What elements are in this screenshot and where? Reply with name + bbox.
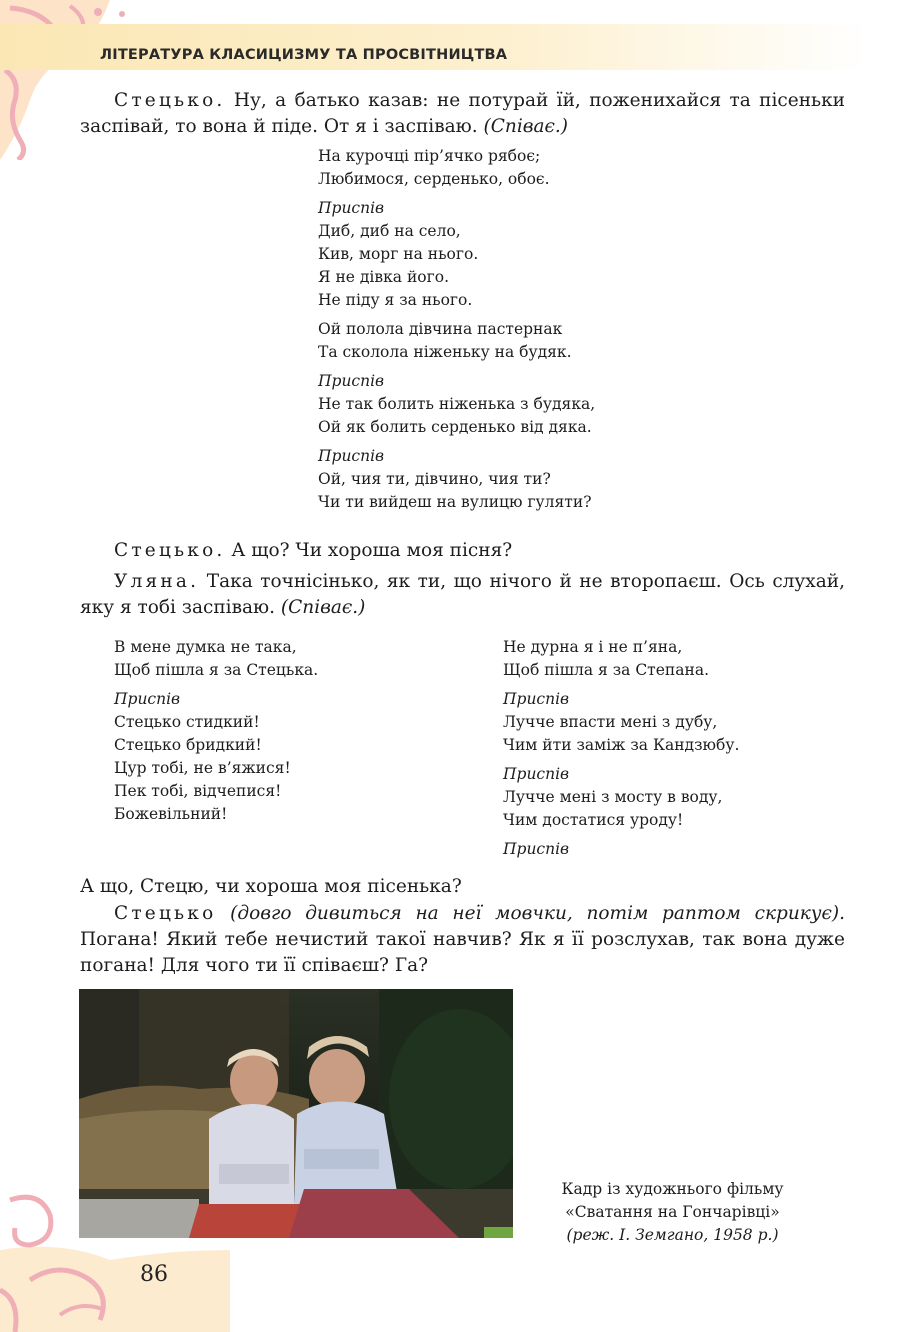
photo-caption [530, 1178, 815, 1247]
page-number: 86 [140, 1262, 168, 1287]
verse-line: Не піду я за нього. [318, 291, 473, 309]
verse-line: В мене думка не така, [114, 638, 297, 656]
film-still-photo [79, 989, 513, 1238]
verse-line: Ой полола дівчина пастернак [318, 320, 563, 338]
speaker-name: Стецько. [114, 540, 226, 561]
stage-direction: (Співає.) [280, 597, 366, 618]
verse-line: Цур тобі, не в’яжися! [114, 759, 291, 777]
verse-line: Кив, морг на нього. [318, 245, 479, 263]
paragraph-text: Погана! Який тебе нечистий такої навчив? Як я її розслухав, так вона дуже погана! Для чого ти її співаєш? Га? [80, 929, 845, 976]
verse-line: Божевільний! [114, 805, 228, 823]
paragraph-stetsko-2 [80, 538, 845, 564]
verse-line: Я не дівка його. [318, 268, 450, 286]
refrain-label: Приспів [318, 199, 385, 217]
stage-direction: (Співає.) [483, 116, 569, 137]
verse-line: На курочці пір’ячко рябоє; [318, 147, 541, 165]
caption-line: (реж. І. Земгано, 1958 р.) [566, 1226, 779, 1244]
verse-line: Диб, диб на село, [318, 222, 461, 240]
verse-line: Чи ти вийдеш на вулицю гуляти? [318, 493, 592, 511]
verse-line: Та сколола ніженьку на будяк. [318, 343, 572, 361]
verse-line: Щоб пішла я за Степана. [503, 661, 709, 679]
verse-line: Стецько стидкий! [114, 713, 260, 731]
paragraph-text: А що? Чи хороша моя пісня? [225, 540, 513, 561]
verse-line: Ой як болить серденько від дяка. [318, 418, 592, 436]
refrain-label: Приспів [318, 447, 385, 465]
verse-line: Лучче впасти мені з дубу, [503, 713, 718, 731]
verse-line: Любимося, серденько, обоє. [318, 170, 550, 188]
caption-line: Кадр із художнього фільму [561, 1180, 784, 1198]
speaker-name: Уляна. [114, 571, 200, 592]
song-uliana-right-column [503, 636, 739, 861]
verse-line: Не дурна я і не п’яна, [503, 638, 683, 656]
refrain-label: Приспів [318, 372, 385, 390]
paragraph-stetsko-1 [80, 88, 845, 140]
refrain-label: Приспів [503, 840, 570, 858]
stage-direction: (довго дивиться на неї мовчки, потім раптом скрикує). [216, 903, 845, 924]
paragraph-text: Ну, а батько казав: не потурай їй, поженихайся та пісеньки заспівай, то вона й піде. От я і заспіваю. [80, 90, 845, 137]
verse-line: Ой, чия ти, дівчино, чия ти? [318, 470, 551, 488]
running-header-title: ЛІТЕРАТУРА КЛАСИЦИЗМУ ТА ПРОСВІТНИЦТВА [100, 47, 508, 63]
song-uliana-left-column [114, 636, 318, 826]
paragraph-uliana [80, 569, 845, 621]
speaker-name: Стецько. [114, 90, 226, 111]
refrain-label: Приспів [503, 690, 570, 708]
paragraph-text: Така точнісінько, як ти, що нічого й не второпаєш. Ось слухай, яку я тобі заспіваю. [80, 571, 845, 618]
caption-line: «Сватання на Гончарівці» [565, 1203, 780, 1221]
song-stetsko [318, 145, 595, 514]
speaker-name: Стецько [114, 903, 217, 924]
verse-line: Пек тобі, відчепися! [114, 782, 282, 800]
verse-line: Чим йти заміж за Кандзюбу. [503, 736, 740, 754]
verse-line: Лучче мені з мосту в воду, [503, 788, 723, 806]
refrain-label: Приспів [503, 765, 570, 783]
verse-line: Стецько бридкий! [114, 736, 262, 754]
refrain-label: Приспів [114, 690, 181, 708]
paragraph-uliana-question [80, 874, 845, 900]
paragraph-text: А що, Стецю, чи хороша моя пісенька? [80, 876, 462, 897]
verse-line: Не так болить ніженька з будяка, [318, 395, 596, 413]
verse-line: Чим достатися уроду! [503, 811, 684, 829]
verse-line: Щоб пішла я за Стецька. [114, 661, 319, 679]
paragraph-stetsko-3 [80, 901, 845, 979]
